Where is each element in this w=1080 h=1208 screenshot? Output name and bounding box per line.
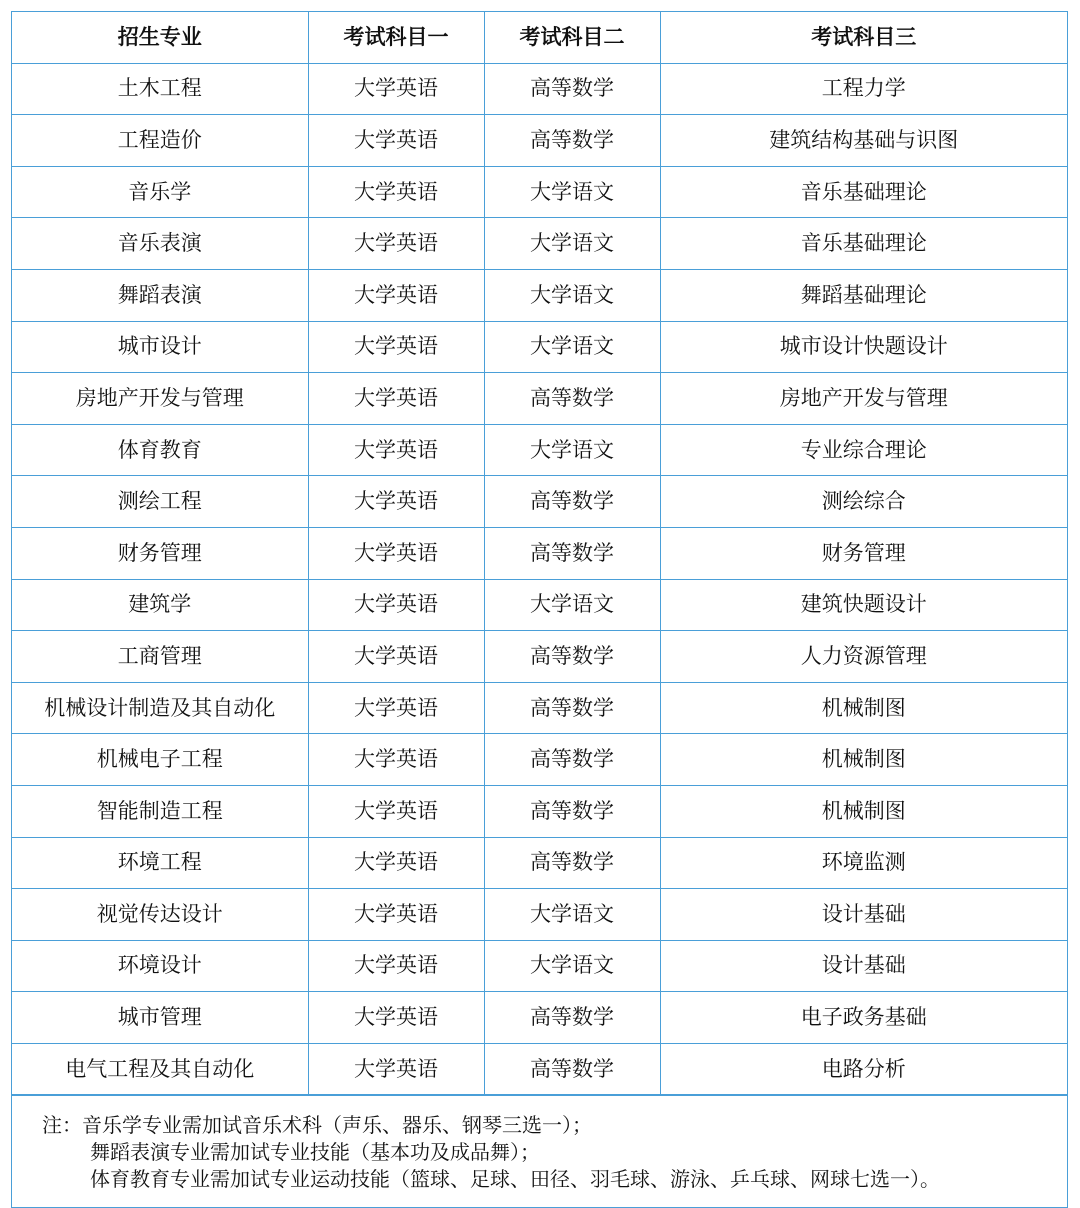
- table-body: [12, 63, 1067, 1095]
- cell-subject-2: 高等数学: [484, 476, 660, 528]
- cell-major: 智能制造工程: [12, 785, 308, 837]
- cell-subject-1: 大学英语: [308, 992, 484, 1044]
- table-row: [12, 115, 1067, 167]
- cell-major: 建筑学: [12, 579, 308, 631]
- cell-subject-1: 大学英语: [308, 527, 484, 579]
- cell-subject-1: 大学英语: [308, 373, 484, 425]
- table-row: [12, 940, 1067, 992]
- cell-major: 城市管理: [12, 992, 308, 1044]
- header-subject-2: 考试科目二: [484, 12, 660, 63]
- cell-subject-3: 舞蹈基础理论: [660, 269, 1067, 321]
- cell-subject-2: 大学语文: [484, 889, 660, 941]
- cell-subject-1: 大学英语: [308, 269, 484, 321]
- cell-subject-1: 大学英语: [308, 476, 484, 528]
- cell-subject-2: 高等数学: [484, 682, 660, 734]
- header-subject-3: 考试科目三: [660, 12, 1067, 63]
- cell-subject-3: 房地产开发与管理: [660, 373, 1067, 425]
- footnote-line-3: 体育教育专业需加试专业运动技能（篮球、足球、田径、羽毛球、游泳、乒乓球、网球七选一）。: [90, 1167, 940, 1192]
- cell-major: 音乐表演: [12, 218, 308, 270]
- cell-subject-2: 高等数学: [484, 734, 660, 786]
- cell-subject-3: 环境监测: [660, 837, 1067, 889]
- cell-subject-3: 人力资源管理: [660, 631, 1067, 683]
- cell-major: 环境工程: [12, 837, 308, 889]
- cell-subject-3: 城市设计快题设计: [660, 321, 1067, 373]
- cell-major: 音乐学: [12, 166, 308, 218]
- table-row: [12, 373, 1067, 425]
- cell-major: 体育教育: [12, 424, 308, 476]
- cell-major: 电气工程及其自动化: [12, 1043, 308, 1095]
- cell-subject-2: 高等数学: [484, 63, 660, 115]
- cell-subject-1: 大学英语: [308, 1043, 484, 1095]
- table-row: [12, 424, 1067, 476]
- cell-subject-1: 大学英语: [308, 166, 484, 218]
- cell-subject-1: 大学英语: [308, 115, 484, 167]
- exam-subjects-sheet: [11, 11, 1068, 1208]
- table-row: [12, 579, 1067, 631]
- cell-subject-3: 建筑结构基础与识图: [660, 115, 1067, 167]
- cell-subject-3: 测绘综合: [660, 476, 1067, 528]
- footnote-line-2: 舞蹈表演专业需加试专业技能（基本功及成品舞）；: [90, 1140, 540, 1165]
- table-row: [12, 785, 1067, 837]
- cell-subject-1: 大学英语: [308, 631, 484, 683]
- header-major: 招生专业: [12, 12, 308, 63]
- cell-subject-1: 大学英语: [308, 424, 484, 476]
- table-row: [12, 1043, 1067, 1095]
- cell-major: 测绘工程: [12, 476, 308, 528]
- table-row: [12, 476, 1067, 528]
- cell-subject-2: 高等数学: [484, 837, 660, 889]
- cell-subject-2: 高等数学: [484, 115, 660, 167]
- cell-subject-2: 高等数学: [484, 785, 660, 837]
- cell-subject-2: 高等数学: [484, 527, 660, 579]
- header-row: [12, 12, 1067, 63]
- cell-subject-2: 大学语文: [484, 166, 660, 218]
- cell-subject-3: 设计基础: [660, 889, 1067, 941]
- cell-subject-3: 音乐基础理论: [660, 218, 1067, 270]
- cell-subject-1: 大学英语: [308, 682, 484, 734]
- table-row: [12, 992, 1067, 1044]
- exam-subjects-table: [12, 12, 1067, 1095]
- cell-subject-3: 财务管理: [660, 527, 1067, 579]
- cell-subject-2: 大学语文: [484, 269, 660, 321]
- cell-subject-3: 音乐基础理论: [660, 166, 1067, 218]
- table-row: [12, 166, 1067, 218]
- cell-major: 舞蹈表演: [12, 269, 308, 321]
- cell-major: 机械设计制造及其自动化: [12, 682, 308, 734]
- table-row: [12, 889, 1067, 941]
- cell-subject-1: 大学英语: [308, 889, 484, 941]
- cell-subject-2: 高等数学: [484, 373, 660, 425]
- cell-subject-2: 高等数学: [484, 1043, 660, 1095]
- header-subject-1: 考试科目一: [308, 12, 484, 63]
- cell-major: 机械电子工程: [12, 734, 308, 786]
- cell-major: 环境设计: [12, 940, 308, 992]
- cell-subject-3: 建筑快题设计: [660, 579, 1067, 631]
- cell-subject-3: 设计基础: [660, 940, 1067, 992]
- cell-subject-2: 大学语文: [484, 579, 660, 631]
- cell-major: 城市设计: [12, 321, 308, 373]
- cell-subject-3: 电路分析: [660, 1043, 1067, 1095]
- table-row: [12, 734, 1067, 786]
- cell-subject-3: 机械制图: [660, 682, 1067, 734]
- cell-subject-2: 高等数学: [484, 992, 660, 1044]
- cell-subject-1: 大学英语: [308, 321, 484, 373]
- table-row: [12, 218, 1067, 270]
- table-header: [12, 12, 1067, 63]
- cell-subject-3: 专业综合理论: [660, 424, 1067, 476]
- cell-subject-1: 大学英语: [308, 63, 484, 115]
- table-row: [12, 269, 1067, 321]
- cell-subject-1: 大学英语: [308, 734, 484, 786]
- table-row: [12, 682, 1067, 734]
- cell-subject-3: 机械制图: [660, 734, 1067, 786]
- cell-subject-3: 电子政务基础: [660, 992, 1067, 1044]
- table-row: [12, 837, 1067, 889]
- cell-major: 土木工程: [12, 63, 308, 115]
- cell-subject-2: 大学语文: [484, 218, 660, 270]
- cell-major: 工商管理: [12, 631, 308, 683]
- cell-major: 视觉传达设计: [12, 889, 308, 941]
- table-row: [12, 63, 1067, 115]
- cell-subject-2: 高等数学: [484, 631, 660, 683]
- cell-major: 工程造价: [12, 115, 308, 167]
- cell-subject-1: 大学英语: [308, 218, 484, 270]
- cell-major: 房地产开发与管理: [12, 373, 308, 425]
- cell-subject-1: 大学英语: [308, 837, 484, 889]
- cell-subject-2: 大学语文: [484, 940, 660, 992]
- cell-subject-1: 大学英语: [308, 579, 484, 631]
- cell-major: 财务管理: [12, 527, 308, 579]
- cell-subject-3: 工程力学: [660, 63, 1067, 115]
- cell-subject-1: 大学英语: [308, 940, 484, 992]
- table-row: [12, 527, 1067, 579]
- cell-subject-1: 大学英语: [308, 785, 484, 837]
- cell-subject-2: 大学语文: [484, 424, 660, 476]
- cell-subject-3: 机械制图: [660, 785, 1067, 837]
- footnote-line-1: 注：音乐学专业需加试音乐术科（声乐、器乐、钢琴三选一）；: [42, 1113, 592, 1138]
- table-row: [12, 631, 1067, 683]
- cell-subject-2: 大学语文: [484, 321, 660, 373]
- table-row: [12, 321, 1067, 373]
